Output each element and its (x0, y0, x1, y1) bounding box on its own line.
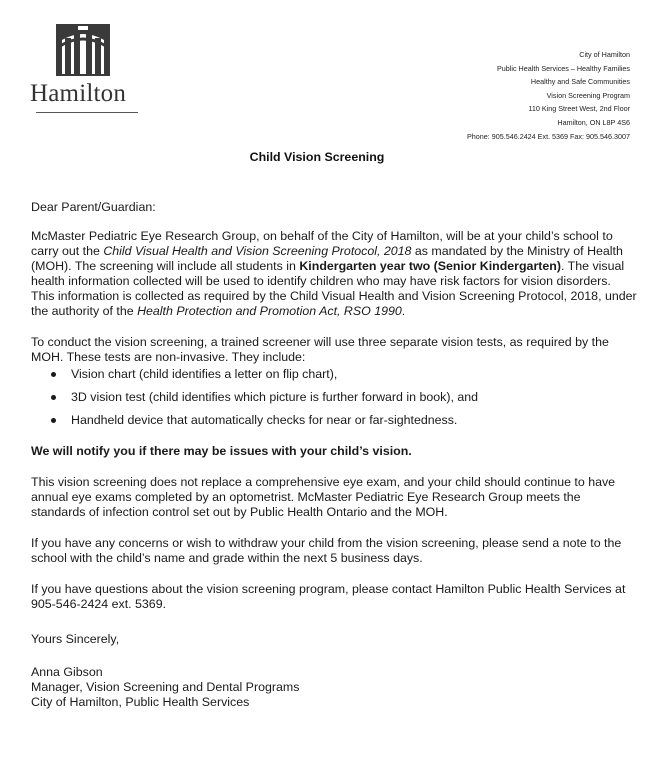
signer-name: Anna Gibson (31, 665, 103, 679)
address-line: Phone: 905.546.2424 Ext. 5369 Fax: 905.546.3007 (466, 131, 630, 141)
sender-address (467, 48, 630, 143)
grade-highlight: Kindergarten year two (Senior Kindergarten) (299, 259, 561, 273)
tests-paragraph: To conduct the vision screening, a trained screener will use three separate vision tests, as required by the MOH. These tests are non-invasive. They include: (31, 335, 609, 364)
logo-underline (36, 112, 138, 113)
list-item-text: Vision chart (child identifies a letter on flip chart), (71, 367, 338, 381)
hamilton-logo-icon (56, 24, 110, 76)
list-item (31, 413, 637, 428)
intro-paragraph (31, 229, 637, 319)
bullet-icon (51, 372, 56, 377)
salutation: Dear Parent/Guardian: (31, 200, 156, 214)
letter-title: Child Vision Screening (249, 150, 385, 164)
address-line: Vision Screening Program (546, 90, 630, 100)
act-name: Health Protection and Promotion Act, RSO 1990 (137, 304, 402, 318)
signature-block (31, 665, 637, 710)
address-line: Hamilton, ON L8P 4S6 (557, 117, 630, 127)
intro-text: . The visual health information collected will be used to identify children who may have risk factors for vision disorders. This information is collected as required by the Child Visual Health and Vision Screening Protocol, 2018, under the authority of the (31, 259, 637, 318)
address-line: City of Hamilton (579, 50, 630, 59)
notice-statement: We will notify you if there may be issues with your child’s vision. (31, 444, 412, 458)
list-item-text: Handheld device that automatically checks for near or far-sightedness. (71, 413, 458, 427)
tests-list (31, 367, 637, 428)
list-item (31, 367, 637, 382)
list-item (31, 390, 637, 405)
address-line: Public Health Services – Healthy Families (496, 63, 630, 73)
bullet-icon (51, 395, 56, 400)
address-line: Healthy and Safe Communities (530, 77, 630, 87)
signer-org: City of Hamilton, Public Health Services (31, 695, 250, 709)
contact-paragraph: If you have questions about the vision screening program, please contact Hamilton Public Health Services at 905-546-2424 ext. 5369. (31, 582, 626, 611)
letter-body (31, 200, 637, 710)
intro-text: . (401, 304, 406, 318)
intro-text: as mandated by the Ministry of Health (MOH). The screening will include all students in (31, 244, 623, 273)
protocol-name: Child Visual Health and Vision Screening Protocol, 2018 (103, 244, 412, 258)
intro-text: McMaster Pediatric Eye Research Group, on behalf of the City of Hamilton, will be at your child’s school to carry out the (31, 229, 613, 258)
withdraw-paragraph: If you have any concerns or wish to withdraw your child from the vision screening, please send a note to the school with the child’s name and grade within the next 5 business days. (31, 536, 622, 565)
closing: Yours Sincerely, (31, 632, 120, 646)
signer-role: Manager, Vision Screening and Dental Programs (31, 680, 300, 694)
bullet-icon (51, 418, 56, 423)
list-item-text: 3D vision test (child identifies which picture is further forward in book), and (71, 390, 479, 404)
address-line: 110 King Street West, 2nd Floor (528, 104, 630, 114)
exam-paragraph: This vision screening does not replace a comprehensive eye exam, and your child should continue to have annual eye exams completed by an optometrist. McMaster Pediatric Eye Research Group meets the standards of infection control set out by Public Health Ontario and the MOH. (31, 475, 616, 519)
logo-wordmark: Hamilton (30, 80, 127, 107)
hamilton-logo (30, 24, 142, 116)
